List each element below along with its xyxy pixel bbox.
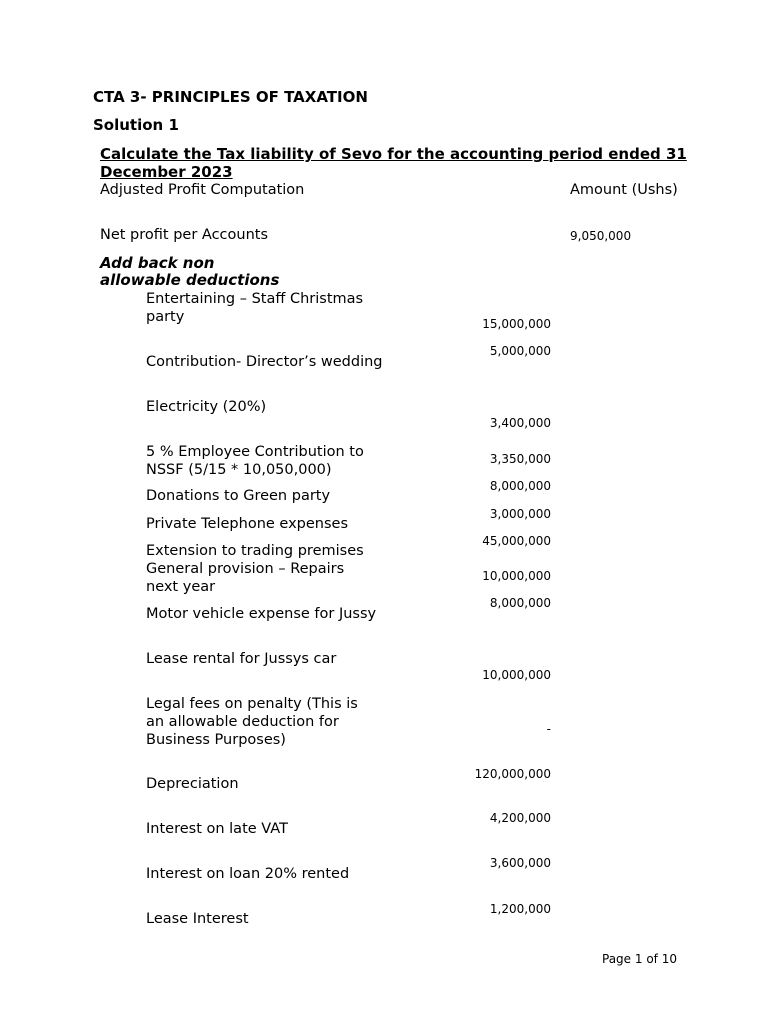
item-label: Private Telephone expenses	[146, 516, 349, 532]
item-amount: 3,400,000	[489, 416, 551, 430]
item-amount: 10,000,000	[482, 569, 551, 583]
net-profit-amount: 9,050,000	[570, 229, 632, 243]
column-header-right: Amount (Ushs)	[570, 182, 678, 198]
item-label: Entertaining – Staff Christmas party	[146, 291, 364, 325]
course-title: CTA 3- PRINCIPLES OF TAXATION	[93, 88, 368, 106]
item-amount: 15,000,000	[482, 317, 551, 331]
item-amount: 10,000,000	[482, 668, 551, 682]
item-label: General provision – Repairs next year	[146, 561, 345, 595]
item-amount: 3,600,000	[489, 856, 551, 870]
solution-label: Solution 1	[93, 116, 179, 134]
item-amount: 1,200,000	[489, 902, 551, 916]
item-amount: -	[546, 722, 551, 736]
item-amount: 8,000,000	[489, 479, 551, 493]
item-label: Electricity (20%)	[146, 399, 267, 415]
item-amount: 3,000,000	[489, 507, 551, 521]
item-amount: 8,000,000	[489, 596, 551, 610]
item-amount: 3,350,000	[489, 452, 551, 466]
item-label: Extension to trading premises	[146, 543, 364, 559]
page-footer: Page 1 of 10	[602, 952, 677, 966]
item-label: Interest on loan 20% rented	[146, 866, 350, 882]
item-label: Lease rental for Jussys car	[146, 651, 337, 667]
item-label: Lease Interest	[146, 911, 249, 927]
item-amount: 4,200,000	[489, 811, 551, 825]
net-profit-label: Net profit per Accounts	[100, 227, 269, 243]
item-label: Interest on late VAT	[146, 821, 288, 837]
item-label: Donations to Green party	[146, 488, 331, 504]
item-label: Contribution- Director’s wedding	[146, 354, 383, 370]
item-label: 5 % Employee Contribution to NSSF (5/15 * 10,050,000)	[146, 444, 364, 478]
item-amount: 5,000,000	[489, 344, 551, 358]
column-header-left: Adjusted Profit Computation	[100, 182, 305, 198]
item-amount: 45,000,000	[482, 534, 551, 548]
item-label: Legal fees on penalty (This is an allowable deduction for Business Purposes)	[146, 696, 358, 748]
item-amount: 120,000,000	[474, 767, 551, 781]
add-back-heading: Add back non allowable deductions	[100, 254, 280, 289]
item-label: Motor vehicle expense for Jussy	[146, 606, 377, 622]
item-label: Depreciation	[146, 776, 239, 792]
question-heading: Calculate the Tax liability of Sevo for the accounting period ended 31 December 2023	[100, 145, 687, 181]
